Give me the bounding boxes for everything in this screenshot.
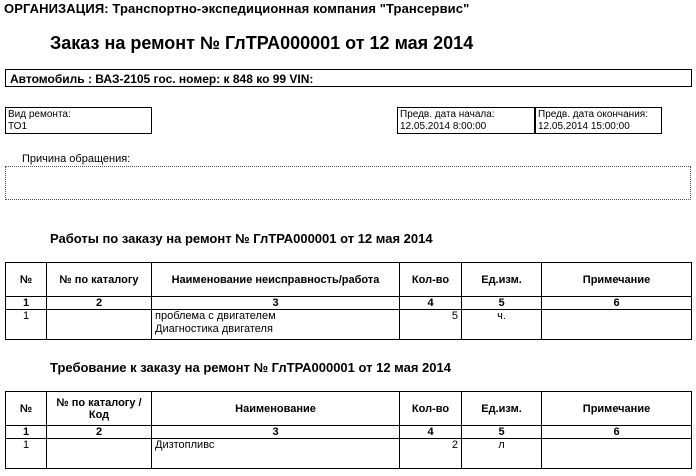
requirements-header-row [6, 392, 692, 426]
works-row-name-line2: Диагностика двигателя [155, 323, 273, 335]
end-date-box [535, 107, 662, 134]
req-header-note: Примечание [542, 392, 692, 426]
reason-label: Причина обращения: [22, 153, 131, 165]
works-colnum-2: 2 [47, 297, 152, 310]
req-header-qty: Кол-во [400, 392, 462, 426]
works-row-note [542, 310, 692, 340]
req-colnum-6: 6 [542, 426, 692, 439]
works-header-num: № [6, 263, 47, 297]
works-row-num: 1 [6, 310, 47, 340]
works-row-name [152, 310, 400, 340]
works-header-note: Примечание [542, 263, 692, 297]
works-colnum-4: 4 [400, 297, 462, 310]
works-colnum-6: 6 [542, 297, 692, 310]
works-header-unit: Ед.изм. [462, 263, 542, 297]
works-header-row [6, 263, 692, 297]
order-title: Заказ на ремонт № ГлТРА000001 от 12 мая 2014 [50, 33, 474, 53]
works-colnum-1: 1 [6, 297, 47, 310]
start-date-value: 12.05.2014 8:00:00 [400, 121, 487, 132]
req-colnum-3: 3 [152, 426, 400, 439]
works-row-catalog [47, 310, 152, 340]
end-date-label: Предв. дата окончания: [538, 109, 648, 120]
works-table [5, 262, 692, 340]
req-colnum-1: 1 [6, 426, 47, 439]
works-header-catalog: № по каталогу [47, 263, 152, 297]
req-colnum-2: 2 [47, 426, 152, 439]
requirements-column-numbers [6, 426, 692, 439]
req-colnum-4: 4 [400, 426, 462, 439]
table-row [6, 310, 692, 340]
works-colnum-3: 3 [152, 297, 400, 310]
requirements-table [5, 391, 692, 469]
works-section-title: Работы по заказу на ремонт № ГлТРА000001 от 12 мая 2014 [50, 231, 433, 246]
start-date-box [397, 107, 535, 134]
table-row [6, 439, 692, 469]
req-row-unit: л [462, 439, 542, 469]
req-header-num: № [6, 392, 47, 426]
works-row-name-line1: проблема с двигателем [155, 310, 276, 322]
reason-field [5, 166, 691, 200]
req-row-catalog [47, 439, 152, 469]
repair-type-label: Вид ремонта: [8, 109, 71, 120]
req-header-name: Наименование [152, 392, 400, 426]
req-row-name: Дизтопливс [152, 439, 400, 469]
req-row-note [542, 439, 692, 469]
organization-line: ОРГАНИЗАЦИЯ: Транспортно-экспедиционная компания "Трансервис" [4, 1, 470, 16]
works-header-qty: Кол-во [400, 263, 462, 297]
req-row-qty: 2 [400, 439, 462, 469]
req-header-catalog: № по каталогу / Код [47, 392, 152, 426]
requirements-section-title: Требование к заказу на ремонт № ГлТРА000001 от 12 мая 2014 [50, 360, 451, 375]
car-info-box: Автомобиль : ВАЗ-2105 гос. номер: к 848 ко 99 VIN: [5, 69, 692, 87]
works-colnum-5: 5 [462, 297, 542, 310]
works-column-numbers [6, 297, 692, 310]
repair-type-box [5, 107, 152, 134]
works-header-name: Наименование неисправность/работа [152, 263, 400, 297]
req-header-unit: Ед.изм. [462, 392, 542, 426]
start-date-label: Предв. дата начала: [400, 109, 495, 120]
works-row-unit: ч. [462, 310, 542, 340]
repair-type-value: ТО1 [8, 121, 27, 132]
req-row-num: 1 [6, 439, 47, 469]
end-date-value: 12.05.2014 15:00:00 [538, 121, 630, 132]
req-colnum-5: 5 [462, 426, 542, 439]
works-row-qty: 5 [400, 310, 462, 340]
